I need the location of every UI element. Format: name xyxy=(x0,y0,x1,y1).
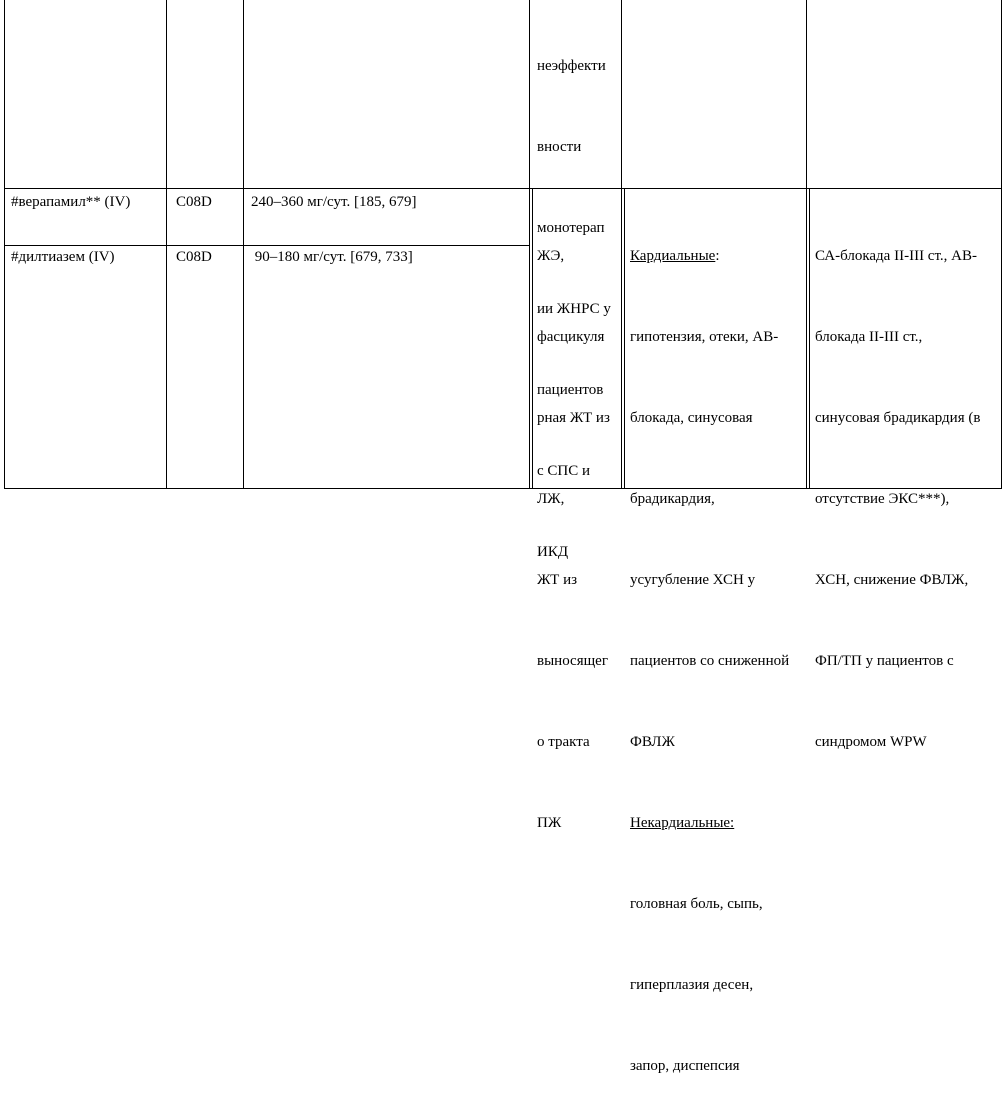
column-divider-4 xyxy=(621,0,622,489)
cardiac-line-3: брадикардия, xyxy=(630,491,715,507)
column-divider-4b xyxy=(624,189,625,489)
noncardiac-line-3: запор, диспепсия xyxy=(630,1058,740,1074)
contraindications-cell xyxy=(815,189,1001,783)
contraindications-line-7: синдромом WPW xyxy=(815,734,927,750)
noncardiac-heading: Некардиальные: xyxy=(630,815,735,831)
contraindications-line-5: ХСН, снижение ФВЛЖ, xyxy=(815,572,969,588)
cardiac-line-5: пациентов со сниженной xyxy=(630,653,790,669)
cardiac-heading-line xyxy=(630,243,806,270)
contraindications-line-3: синусовая брадикардия (в xyxy=(815,410,981,426)
cardiac-line-2: блокада, синусовая xyxy=(630,410,753,426)
indications-continuation-line-3: монотерап xyxy=(537,220,605,236)
indications-line-4: ЛЖ, xyxy=(537,491,565,507)
noncardiac-line-2: гиперплазия десен, xyxy=(630,977,754,993)
cardiac-line-4: усугубление ХСН у xyxy=(630,572,756,588)
indications-continuation-line-1: неэффекти xyxy=(537,58,606,74)
contraindications-line-1: СА-блокада II-III ст., АВ- xyxy=(815,248,977,264)
indications-line-2: фасцикуля xyxy=(537,329,605,345)
contraindications-line-6: ФП/ТП у пациентов с xyxy=(815,653,954,669)
indications-continuation-line-7: ИКД xyxy=(537,544,569,560)
drug-name-diltiazem: #дилтиазем (IV) xyxy=(11,249,115,265)
cardiac-heading: Кардиальные xyxy=(630,248,716,264)
indications-continuation-line-5: пациентов xyxy=(537,382,604,398)
cardiac-line-6: ФВЛЖ xyxy=(630,734,675,750)
cardiac-line-1: гипотензия, отеки, АВ- xyxy=(630,329,779,345)
indications-line-6: выносящег xyxy=(537,653,608,669)
indications-line-1: ЖЭ, xyxy=(537,248,565,264)
side-effects-cell xyxy=(630,189,806,1107)
noncardiac-line-1: головная боль, сыпь, xyxy=(630,896,763,912)
column-divider-5 xyxy=(806,0,807,489)
column-divider-3b xyxy=(532,189,533,489)
drug-dose-diltiazem: 90–180 мг/сут. [679, 733] xyxy=(251,249,413,265)
indications-cell xyxy=(537,189,621,864)
drug-dose-verapamil: 240–360 мг/сут. [185, 679] xyxy=(251,194,417,210)
contraindications-line-4: отсутствие ЭКС***), xyxy=(815,491,950,507)
column-divider-5b xyxy=(809,189,810,489)
indications-line-7: о тракта xyxy=(537,734,590,750)
indications-line-8: ПЖ xyxy=(537,815,562,831)
contraindications-line-2: блокада II-III ст., xyxy=(815,329,923,345)
drug-name-verapamil: #верапамил** (IV) xyxy=(11,194,131,210)
indications-continuation-line-6: с СПС и xyxy=(537,463,591,479)
table-border-right xyxy=(1001,0,1002,489)
cardiac-heading-colon: : xyxy=(715,248,720,264)
drug-atc-diltiazem: C08D xyxy=(176,249,212,265)
indications-line-3: рная ЖТ из xyxy=(537,410,610,426)
indications-continuation-line-4: ии ЖНРС у xyxy=(537,301,611,317)
drug-atc-verapamil: C08D xyxy=(176,194,212,210)
indications-continuation-line-2: вности xyxy=(537,139,582,155)
indications-line-5: ЖТ из xyxy=(537,572,578,588)
